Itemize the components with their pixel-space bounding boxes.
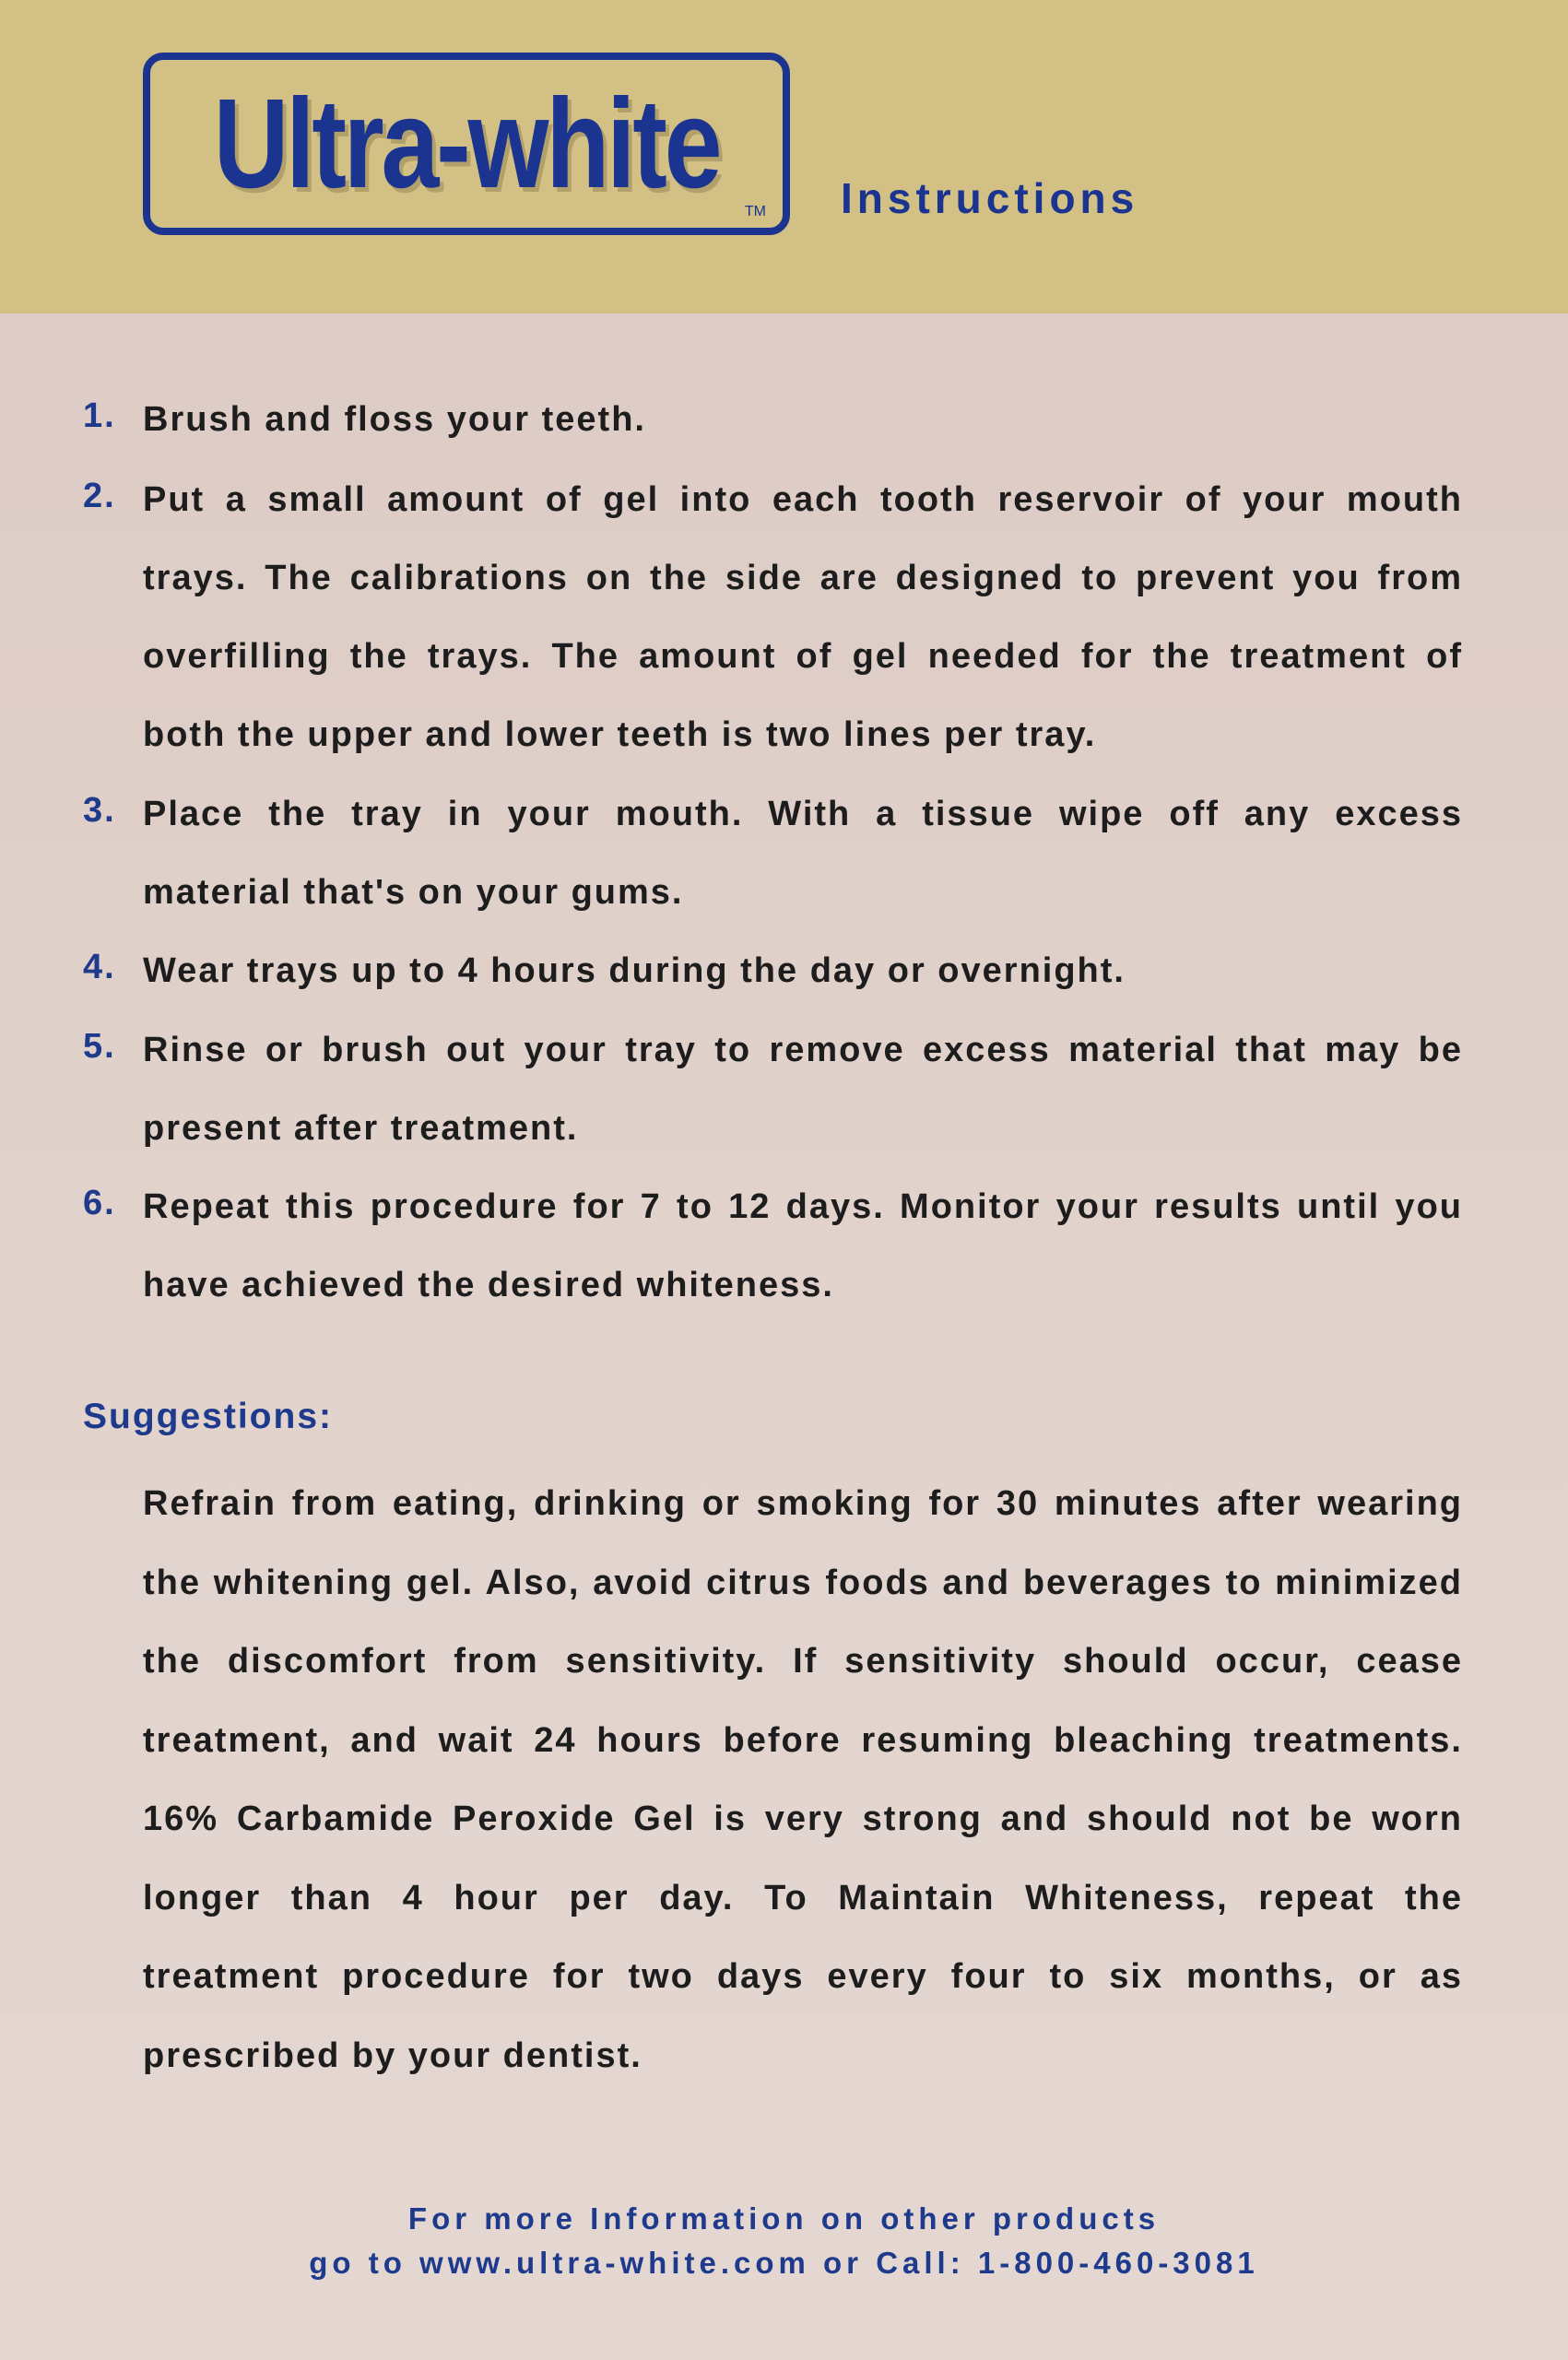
brand-logo-text: Ultra-white [213,72,720,215]
footer-line-info: For more Information on other products [407,2201,1161,2236]
step-number: 2. [83,477,116,515]
step-text: Brush and floss your teeth. [143,400,646,439]
step-number: 3. [83,791,116,830]
step-text: Repeat this procedure for 7 to 12 days. Monitor your results until you have achieved the desired whiteness. [143,1187,1463,1304]
suggestions-heading: Suggestions: [83,1397,334,1436]
step-text: Rinse or brush out your tray to remove excess material that may be present after treatment. [143,1031,1463,1148]
suggestions-text: Refrain from eating, drinking or smoking for 30 minutes after wearing the whitening gel. Also, avoid citrus foods and beverages to minimized the discomfort from sensitivity. If sensitivity should occur, cease treatment, and wait 24 hours before resuming bleaching treatments. 16% Carbamide Peroxide Gel is very strong and should not be worn longer than 4 hour per day. To Maintain Whiteness, repeat the treatment procedure for two days every four to six months, or as prescribed by your dentist. [143,1484,1463,2075]
step-number: 5. [83,1027,116,1066]
trademark-mark: TM [744,204,766,219]
footer-contact [0,2197,1568,2285]
page-title: Instructions [841,174,1139,222]
step-number: 1. [83,396,116,435]
brand-logo [143,53,790,235]
step-number: 4. [83,948,116,986]
header-band [0,0,1568,313]
step-number: 6. [83,1184,116,1222]
step-text: Place the tray in your mouth. With a tissue wipe off any excess material that's on your gums. [143,795,1463,912]
step-text: Put a small amount of gel into each tooth reservoir of your mouth trays. The calibrations on the side are designed to prevent you from overfilling the trays. The amount of gel needed for the treatment of both the upper and lower teeth is two lines per tray. [143,480,1463,754]
footer-line-contact: go to www.ultra-white.com or Call: 1-800-460-3081 [309,2246,1259,2280]
step-text: Wear trays up to 4 hours during the day or overnight. [143,951,1126,990]
